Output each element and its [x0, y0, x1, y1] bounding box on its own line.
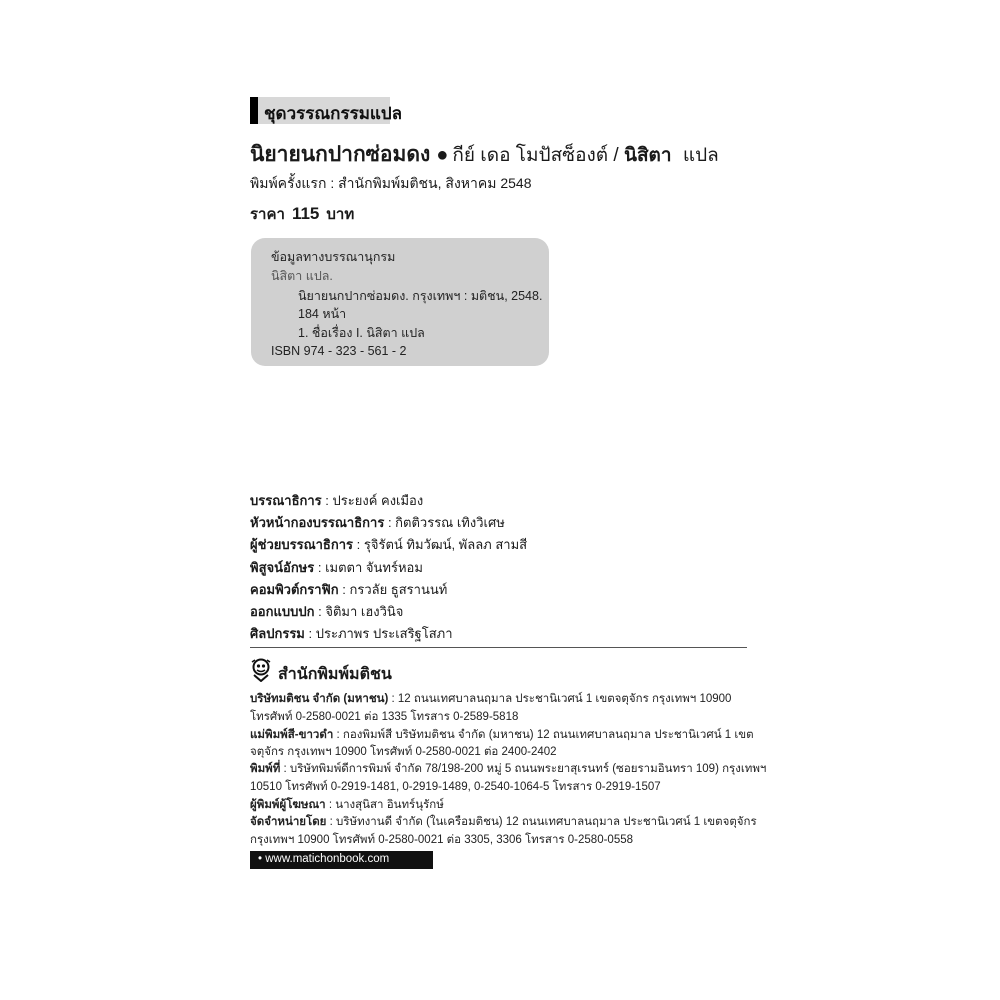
printer-line-1: พิมพ์ที่ : บริษัทพิมพ์ดีการพิมพ์ จำกัด 78/198-200 หมู่ 5 ถนนพระยาสุเรนทร์ (ซอยรามอินทรา 109) กรุงเทพฯ: [250, 763, 767, 775]
publisher-name: สำนักพิมพ์มติชน: [278, 666, 392, 683]
credit-computer-graphics: คอมพิวต์กราฟิก : กรวลัย ธูสรานนท์: [250, 582, 448, 597]
translated-word: แปล: [682, 145, 719, 166]
credit-assistant-editor: ผู้ช่วยบรรณาธิการ : รุจิรัตน์ ทิมวัฒน์, พัลลภ สามสี: [250, 537, 528, 552]
bullet-icon: ●: [436, 144, 449, 166]
series-tag: [250, 97, 403, 124]
book-title-line: [250, 138, 719, 171]
series-label: ชุดวรรณกรรมแปล: [264, 104, 403, 123]
price: [250, 202, 354, 226]
price-amount: 115: [291, 204, 320, 223]
advertiser-line: ผู้พิมพ์ผู้โฆษณา : นางสุนิสา อินทร์นุรักษ์: [250, 799, 444, 811]
catalog-isbn: ISBN 974 - 323 - 561 - 2: [271, 344, 407, 358]
printer-line-2: 10510 โทรศัพท์ 0-2919-1481, 0-2919-1489, 0-2540-1064-5 โทรสาร 0-2919-1507: [250, 781, 661, 793]
company-line-2: โทรศัพท์ 0-2580-0021 ต่อ 1335 โทรสาร 0-2589-5818: [250, 711, 519, 723]
catalog-imprint: นิยายนกปากซ่อมดง. กรุงเทพฯ : มติชน, 2548.: [298, 289, 543, 303]
website-link[interactable]: • www.matichonbook.com: [258, 853, 390, 865]
distributor-line-2: กรุงเทพฯ 10900 โทรศัพท์ 0-2580-0021 ต่อ 3305, 3306 โทรสาร 0-2580-0558: [250, 834, 634, 846]
plate-line-1: แม่พิมพ์สี-ขาวดำ : กองพิมพ์สี บริษัทมติชน จำกัด (มหาชน) 12 ถนนเทศบาลนฤมาล ประชานิเวศน์ 1 เขต: [250, 729, 754, 741]
catalog-entry: นิสิตา แปล.: [271, 269, 333, 283]
book-author: กีย์ เดอ โมปัสซ็องต์ /: [452, 145, 619, 166]
price-suffix: บาท: [326, 206, 355, 223]
cataloging-box: [251, 238, 549, 366]
catalog-pages: 184 หน้า: [298, 307, 347, 321]
divider: [250, 647, 747, 648]
credit-art: ศิลปกรรม : ประภาพร ประเสริฐโสภา: [250, 626, 453, 641]
catalog-heading: ข้อมูลทางบรรณานุกรม: [271, 250, 396, 264]
book-title: นิยายนกปากซ่อมดง: [250, 143, 431, 166]
price-prefix: ราคา: [250, 206, 285, 223]
plate-line-2: จตุจักร กรุงเทพฯ 10900 โทรศัพท์ 0-2580-0021 ต่อ 2400-2402: [250, 746, 557, 758]
company-line-1: บริษัทมติชน จำกัด (มหาชน) : 12 ถนนเทศบาลนฤมาล ประชานิเวศน์ 1 เขตจตุจักร กรุงเทพฯ 10900: [250, 693, 732, 705]
distributor-line-1: จัดจำหน่ายโดย : บริษัทงานดี จำกัด (ในเครือมติชน) 12 ถนนเทศบาลนฤมาล ประชานิเวศน์ 1 เขตจตุจักร: [250, 816, 757, 828]
catalog-subjects: 1. ชื่อเรื่อง I. นิสิตา แปล: [298, 326, 425, 340]
credit-chief-editor: หัวหน้ากองบรรณาธิการ : กิตติวรรณ เทิงวิเศษ: [250, 515, 505, 530]
website-bar[interactable]: [250, 851, 433, 869]
matichon-logo-icon: [250, 658, 272, 687]
series-bar: [250, 97, 258, 124]
credit-proofreader: พิสูจน์อักษร : เมตตา จันทร์หอม: [250, 560, 423, 575]
book-translator: นิสิตา: [623, 145, 672, 166]
credit-editor: บรรณาธิการ : ประยงค์ คงเมือง: [250, 493, 424, 508]
first-print-info: พิมพ์ครั้งแรก : สำนักพิมพ์มติชน, สิงหาคม 2548: [250, 175, 532, 191]
credit-cover-design: ออกแบบปก : จิติมา เฮงวินิจ: [250, 604, 404, 619]
